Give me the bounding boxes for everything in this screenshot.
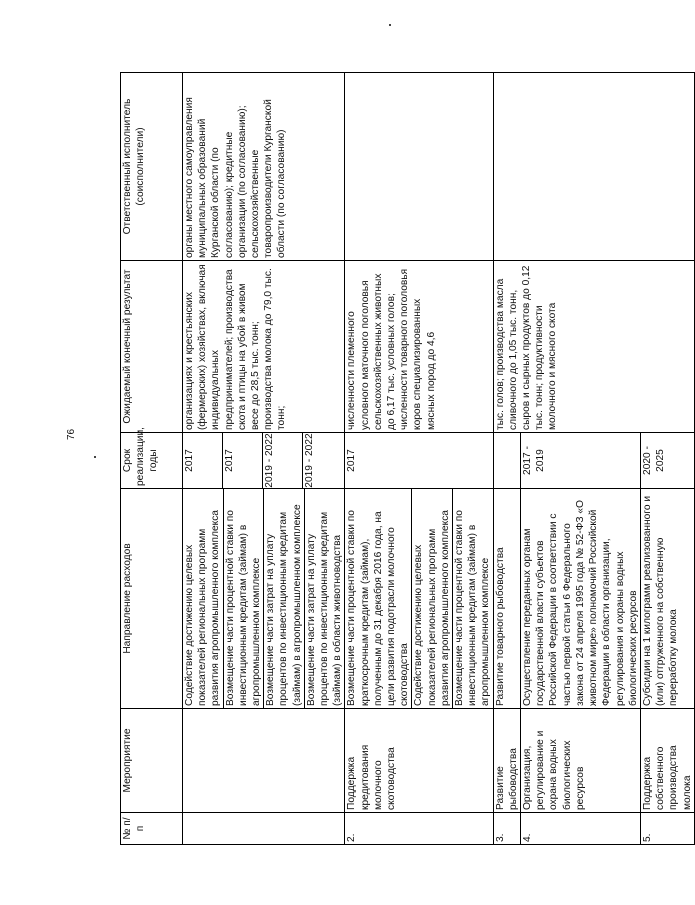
page-number: 76: [66, 428, 77, 440]
header-result: Ожидаемый конечный результат: [121, 261, 183, 433]
direction-cell: Субсидии на 1 килограмм реализованного и (или) отгруженного на собственную переработку молока: [640, 489, 694, 709]
header-num: № п/п: [121, 813, 183, 845]
result-cell: тыс. голов; производства масла сливочного до 1,05 тыс. тонн, сыров и сырных продуктов до 0,12 тыс. тонн; продуктивности молочного и мясного скота: [493, 261, 694, 433]
scan-speck: [389, 24, 391, 26]
term-cell: 2017 - 2019: [521, 433, 641, 489]
header-executor: Ответственный исполнитель (соисполнители): [121, 73, 183, 261]
result-cell: численности племенного условного маточного поголовья сельскохозяйственных животных до 6,17 тыс. условных голов; численности товарного поголовья коров специализированных мясных пород до 4,6: [345, 261, 493, 433]
program-table: [120, 72, 695, 845]
term-cell: 2017: [223, 433, 263, 488]
direction-cell: Возмещение части процентной ставки по инвестиционным кредитам (займам) в агропромышленном комплексе: [224, 489, 265, 708]
measure-cell: Поддержка собственного производства молока: [640, 709, 694, 813]
row-num: 4.: [521, 813, 641, 845]
direction-cell: Возмещение части процентной ставки по краткосрочным кредитам (займам), полученным до 31 декабря 2016 года, на цели развития подотрасли молочного скотоводства: [345, 489, 412, 708]
table-row: [493, 73, 520, 845]
measure-cell: Развитие рыбоводства: [493, 709, 520, 813]
result-cell: организациях и крестьянских (фермерских) хозяйствах, включая индивидуальных предпринимателей; производства скота и птицы на убой в живом весе до 28,5 тыс. тонн; производства молока до 79,0 тыс. тонн;: [183, 261, 345, 433]
direction-cell: Возмещение части затрат на уплату процентов по инвестиционным кредитам (займам) в области животноводства: [305, 511, 344, 706]
executor-cell: органы местного самоуправления муниципальных образований Курганской области (по согласованию); кредитные организации (по согласованию); сельскохозяйственные товаропроизводители Курганской области (по согласованию): [183, 73, 345, 261]
measure-cell: Поддержка кредитования молочного скотоводства: [345, 709, 493, 813]
row-num: 2.: [345, 813, 493, 845]
term-cell: 2017: [345, 433, 493, 489]
term-cell: 2019 - 2022: [263, 433, 303, 488]
header-direction: Направление расходов: [121, 489, 183, 709]
direction-cell: Осуществление переданных органам государственной власти субъектов Российской Федерации в соответствии с частью первой статьи 6 Федерального закона от 24 апреля 1995 года № 52-ФЗ «О животном мире» полномочий Российской Федерации в области организации, регулирования и охраны водных биологических ресурсов: [521, 489, 641, 709]
term-cell: 2020 - 2025: [640, 433, 694, 489]
table-row: [345, 73, 493, 845]
direction-cell: Содействие достижению целевых показателей региональных программ развития агропромышленного комплекса: [183, 489, 224, 708]
direction-cell: Содействие достижению целевых показателей региональных программ развития агропромышленного комплекса: [412, 489, 453, 708]
row-num: 3.: [493, 813, 520, 845]
rotated-page: [120, 73, 693, 845]
header-term: Срок реализации, годы: [121, 433, 183, 489]
direction-cell: Возмещение части затрат на уплату процентов по инвестиционным кредитам (займам) в агропромышленном комплексе: [264, 489, 305, 708]
measure-cell: Организация, регулирование и охрана водных биологических ресурсов: [521, 709, 641, 813]
scan-speck: [94, 456, 96, 458]
term-cell: 2019 - 2022: [304, 433, 315, 488]
row-num: 5.: [640, 813, 694, 845]
direction-cell: Возмещение части процентной ставки по инвестиционным кредитам (займам) в агропромышленном комплексе: [454, 510, 492, 706]
table-header-row: [121, 73, 183, 845]
header-measure: Мероприятие: [121, 709, 183, 813]
term-cell: 2017: [183, 433, 223, 488]
table-row: [183, 73, 345, 845]
direction-cell: Развитие товарного рыбоводства: [493, 489, 520, 709]
